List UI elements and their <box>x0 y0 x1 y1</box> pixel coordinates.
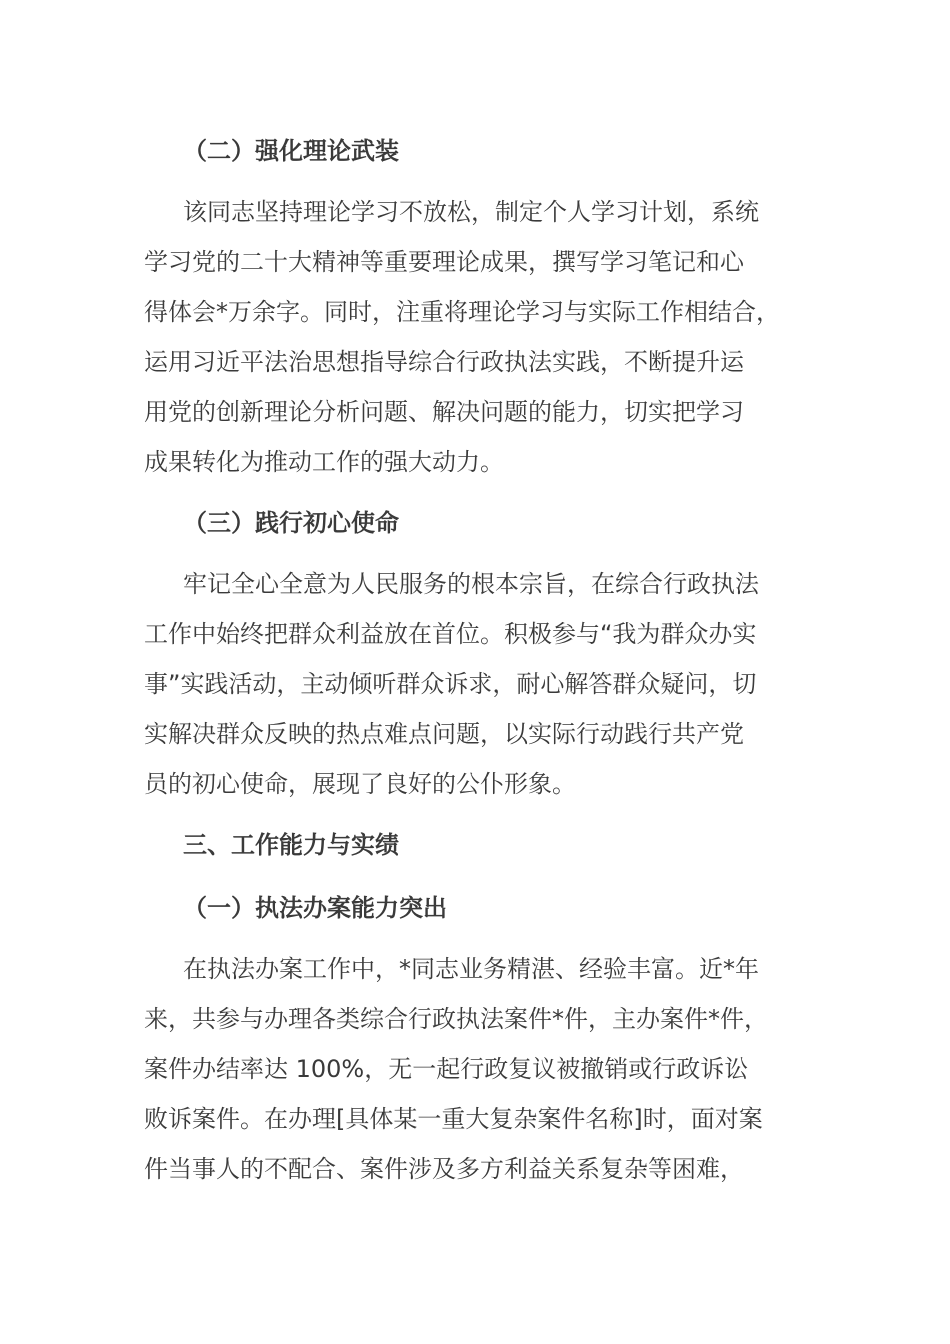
paragraph-line: 该同志坚持理论学习不放松，制定个人学习计划，系统 <box>183 198 759 226</box>
paragraph-line: 用党的创新理论分析问题、解决问题的能力，切实把学习 <box>144 398 744 426</box>
paragraph-line: 学习党的二十大精神等重要理论成果，撰写学习笔记和心 <box>144 248 744 276</box>
paragraph-line: 员的初心使命，展现了良好的公仆形象。 <box>144 770 576 798</box>
paragraph-line: 成果转化为推动工作的强大动力。 <box>144 448 504 476</box>
paragraph-line: 来，共参与办理各类综合行政执法案件*件，主办案件*件， <box>144 1005 768 1033</box>
paragraph-line: 得体会*万余字。同时，注重将理论学习与实际工作相结合， <box>144 298 780 326</box>
paragraph-line: 件当事人的不配合、案件涉及多方利益关系复杂等困难， <box>144 1155 744 1183</box>
paragraph-line: 案件办结率达 100%，无一起行政复议被撤销或行政诉讼 <box>144 1055 749 1083</box>
paragraph-line: 事”实践活动，主动倾听群众诉求，耐心解答群众疑问，切 <box>144 670 757 698</box>
section-heading-law-enforcement: （一）执法办案能力突出 <box>183 894 447 922</box>
section-heading-strengthen-theory: （二）强化理论武装 <box>183 137 399 165</box>
paragraph-line: 运用习近平法治思想指导综合行政执法实践，不断提升运 <box>144 348 744 376</box>
paragraph-line: 在执法办案工作中，*同志业务精湛、经验丰富。近*年 <box>183 955 759 983</box>
paragraph-line: 败诉案件。在办理[具体某一重大复杂案件名称]时，面对案 <box>144 1105 763 1133</box>
paragraph-line: 工作中始终把群众利益放在首位。积极参与“我为群众办实 <box>144 620 757 648</box>
paragraph-line: 牢记全心全意为人民服务的根本宗旨，在综合行政执法 <box>183 570 759 598</box>
paragraph-line: 实解决群众反映的热点难点问题，以实际行动践行共产党 <box>144 720 744 748</box>
section-heading-original-mission: （三）践行初心使命 <box>183 509 399 537</box>
section-heading-work-ability: 三、工作能力与实绩 <box>183 831 399 859</box>
